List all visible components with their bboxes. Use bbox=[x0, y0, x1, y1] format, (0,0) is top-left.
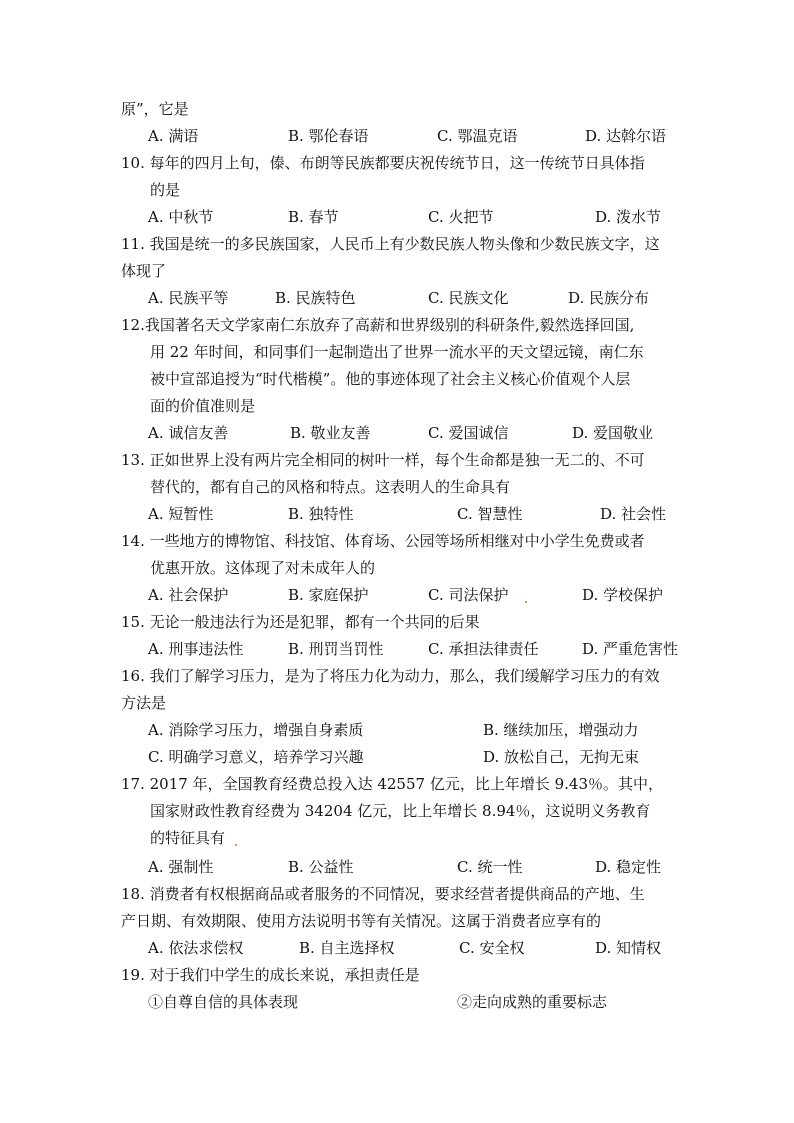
q15-option-d: D. 严重危害性 bbox=[582, 640, 679, 658]
q13-option-a: A. 短暂性 bbox=[148, 505, 214, 523]
q19-stem-line-1: 19. 对于我们中学生的成长来说，承担责任是 bbox=[121, 966, 420, 984]
q13-stem-line-2: 替代的，都有自己的风格和特点。这表明人的生命具有 bbox=[150, 478, 511, 496]
q15-stem-line-1: 15. 无论一般违法行为还是犯罪，都有一个共同的后果 bbox=[121, 613, 480, 631]
q17-stem-line-3: 的特征具有 bbox=[150, 829, 226, 847]
q17-option-a: A. 强制性 bbox=[148, 858, 214, 876]
q16-option-d: D. 放松自己，无拘无束 bbox=[483, 748, 640, 766]
q12-stem-line-1: 12.我国著名天文学家南仁东放弃了高薪和世界级别的科研条件,毅然选择回国, bbox=[121, 316, 635, 334]
q10-option-a: A. 中秋节 bbox=[148, 208, 214, 226]
q16-stem-line-1: 16. 我们了解学习压力，是为了将压力化为动力，那么，我们缓解学习压力的有效 bbox=[121, 667, 660, 685]
q11-option-c: C. 民族文化 bbox=[428, 289, 509, 307]
q14-option-c: C. 司法保护 bbox=[428, 586, 509, 604]
q12-option-b: B. 敬业友善 bbox=[290, 424, 371, 442]
q11-option-a: A. 民族平等 bbox=[148, 289, 229, 307]
q16-option-b: B. 继续加压，增强动力 bbox=[483, 721, 639, 739]
q10-option-c: C. 火把节 bbox=[428, 208, 494, 226]
q12-stem-line-2: 用 22 年时间，和同事们一起制造出了世界一流水平的天文望远镜，南仁东 bbox=[150, 343, 644, 361]
ink-dot bbox=[235, 844, 237, 846]
q11-stem-line-1: 11. 我国是统一的多民族国家，人民币上有少数民族人物头像和少数民族文字，这 bbox=[121, 235, 660, 253]
q13-option-c: C. 智慧性 bbox=[457, 505, 523, 523]
q12-stem-line-4: 面的价值准则是 bbox=[150, 397, 256, 415]
q15-option-a: A. 刑事违法性 bbox=[148, 640, 244, 658]
q13-stem-line-1: 13. 正如世界上没有两片完全相同的树叶一样，每个生命都是独一无二的、不可 bbox=[121, 451, 645, 469]
q18-stem-line-1: 18. 消费者有权根据商品或者服务的不同情况，要求经营者提供商品的产地、生 bbox=[121, 885, 645, 903]
q14-option-d: D. 学校保护 bbox=[582, 586, 664, 604]
q9-option-c: C. 鄂温克语 bbox=[437, 127, 518, 145]
q17-stem-line-2: 国家财政性教育经费为 34204 亿元，比上年增长 8.94％，这说明义务教育 bbox=[150, 802, 651, 820]
q14-option-a: A. 社会保护 bbox=[148, 586, 229, 604]
q19-statement-2: ②走向成熟的重要标志 bbox=[457, 993, 608, 1011]
q15-option-b: B. 刑罚当罚性 bbox=[288, 640, 384, 658]
q18-option-d: D. 知情权 bbox=[595, 939, 662, 957]
q10-stem-line-1: 10. 每年的四月上旬，傣、布朗等民族都要庆祝传统节日，这一传统节日具体指 bbox=[121, 154, 645, 172]
q14-stem-line-2: 优惠开放。这体现了对未成年人的 bbox=[150, 559, 376, 577]
q14-option-b: B. 家庭保护 bbox=[288, 586, 369, 604]
q11-stem-line-2: 体现了 bbox=[121, 262, 167, 280]
q12-option-a: A. 诚信友善 bbox=[148, 424, 229, 442]
q18-option-a: A. 依法求偿权 bbox=[148, 939, 244, 957]
q18-option-c: C. 安全权 bbox=[459, 939, 525, 957]
q19-statement-1: ①自尊自信的具体表现 bbox=[148, 993, 299, 1011]
q17-stem-line-1: 17. 2017 年，全国教育经费总投入达 42557 亿元，比上年增长 9.43％。其中， bbox=[121, 775, 663, 793]
q17-option-c: C. 统一性 bbox=[457, 858, 523, 876]
q11-option-d: D. 民族分布 bbox=[568, 289, 650, 307]
q16-option-a: A. 消除学习压力，增强自身素质 bbox=[148, 721, 364, 739]
q9-option-b: B. 鄂伦春语 bbox=[288, 127, 369, 145]
q16-stem-line-2: 方法是 bbox=[121, 694, 167, 712]
q10-option-d: D. 泼水节 bbox=[595, 208, 662, 226]
q9-option-a: A. 满语 bbox=[148, 127, 199, 145]
q12-stem-line-3: 被中宣部追授为“时代楷模”。他的事迹体现了社会主义核心价值观个人层 bbox=[150, 370, 631, 388]
q18-option-b: B. 自主选择权 bbox=[299, 939, 395, 957]
q13-option-d: D. 社会性 bbox=[600, 505, 667, 523]
q13-option-b: B. 独特性 bbox=[288, 505, 354, 523]
q11-option-b: B. 民族特色 bbox=[275, 289, 356, 307]
q15-option-c: C. 承担法律责任 bbox=[428, 640, 539, 658]
q17-option-b: B. 公益性 bbox=[288, 858, 354, 876]
q9-option-d: D. 达斡尔语 bbox=[585, 127, 667, 145]
q12-option-d: D. 爱国敬业 bbox=[572, 424, 654, 442]
q17-option-d: D. 稳定性 bbox=[595, 858, 662, 876]
q10-option-b: B. 春节 bbox=[288, 208, 339, 226]
q18-stem-line-2: 产日期、有效期限、使用方法说明书等有关情况。这属于消费者应享有的 bbox=[121, 912, 602, 930]
q14-stem-line-1: 14. 一些地方的博物馆、科技馆、体育场、公园等场所相继对中小学生免费或者 bbox=[121, 532, 645, 550]
q10-stem-line-2: 的是 bbox=[150, 181, 181, 199]
q16-option-c: C. 明确学习意义，培养学习兴趣 bbox=[148, 748, 364, 766]
q12-option-c: C. 爱国诚信 bbox=[428, 424, 509, 442]
q9-stem-tail: 原”，它是 bbox=[121, 100, 189, 118]
ink-dot bbox=[525, 601, 527, 603]
